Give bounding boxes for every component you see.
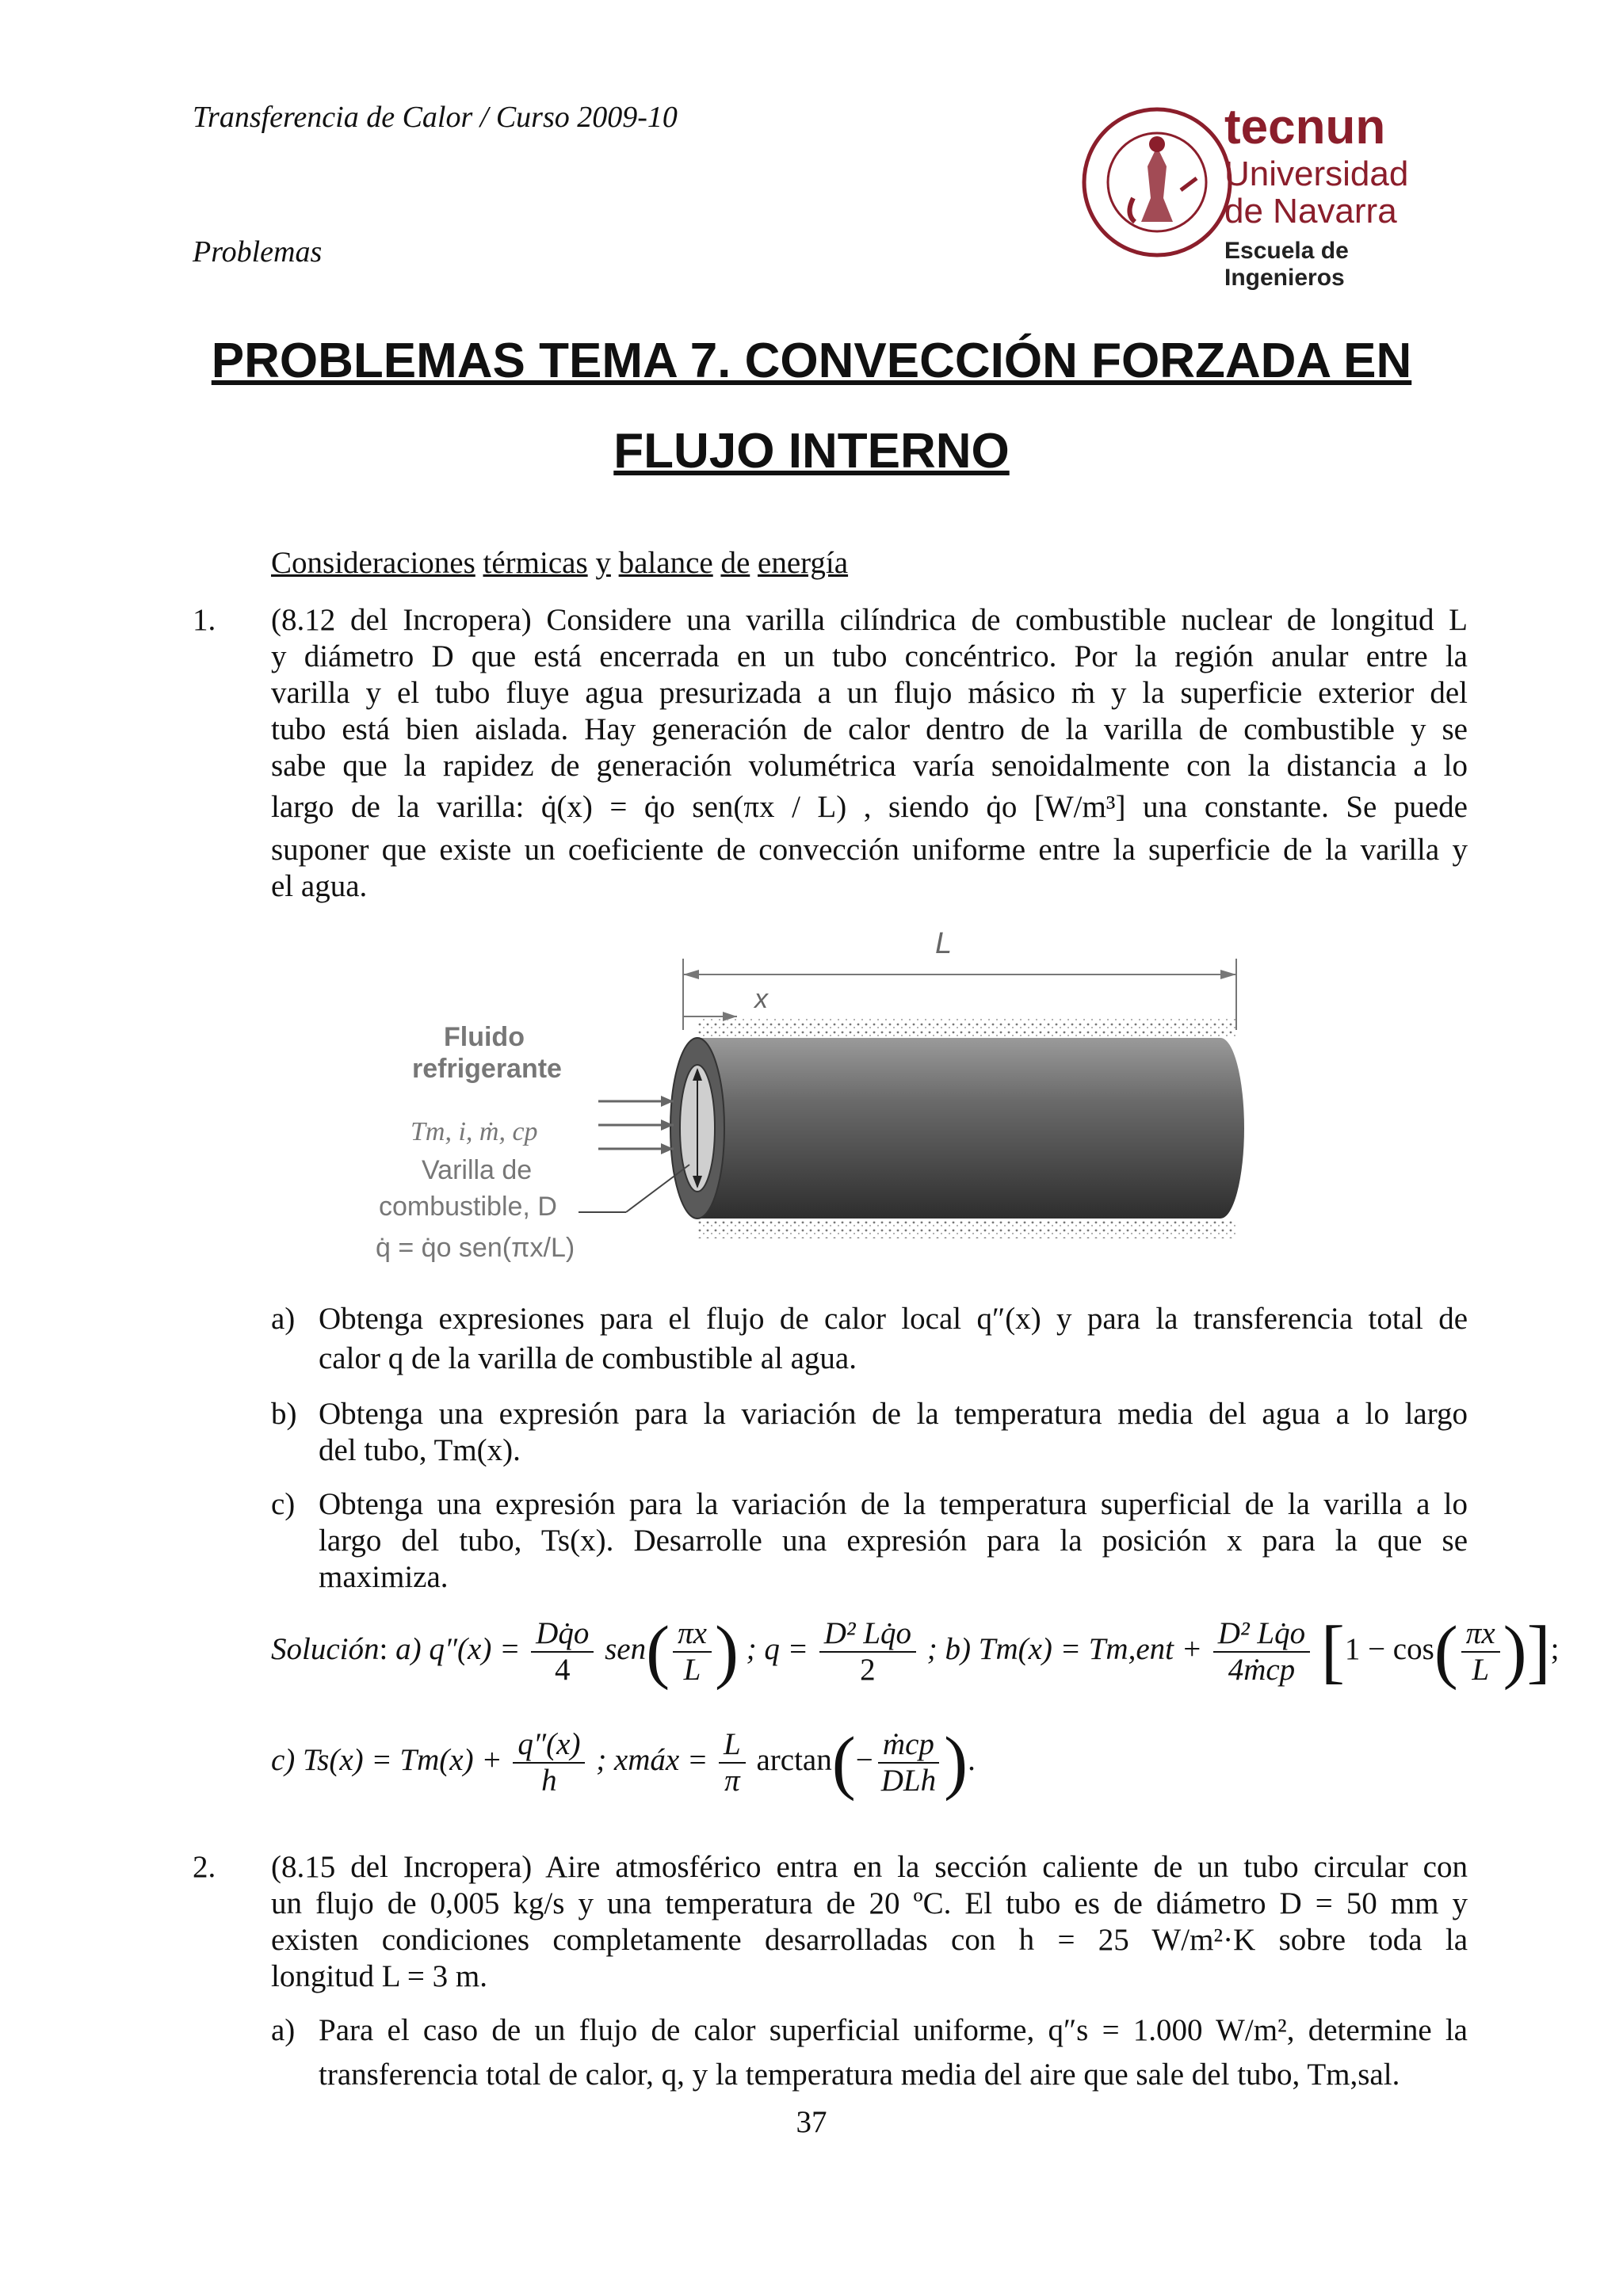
text-line: largo de la varilla: q̇(x) = q̇o sen(πx / L) , siendo q̇o [W/m³] una constante. Se puede — [271, 790, 1468, 824]
text-line: Para el caso de un flujo de calor superficial uniforme, q″s = 1.000 W/m², determine la — [319, 2013, 1468, 2047]
figure-label-x: x — [754, 984, 768, 1014]
text-line: del tubo, Tm(x). — [319, 1433, 521, 1467]
course-header: Transferencia de Calor / Curso 2009-10 — [193, 101, 678, 134]
sol-a-arg: $\frac{\pi x}{L}$ — [673, 1616, 712, 1688]
text-line: Obtenga una expresión para la variación de la temperatura media del agua a lo largo — [319, 1397, 1468, 1431]
fuel-rod-figure — [372, 927, 1260, 1291]
text-line: longitud L = 3 m. — [271, 1959, 487, 1993]
text-line: transferencia total de calor, q, y la temperatura media del aire que sale del tubo, Tm,sal. — [319, 2058, 1400, 2092]
page-title-line2: FLUJO INTERNO — [613, 424, 1010, 479]
problem1-text — [271, 602, 1468, 905]
text-line: largo del tubo, Ts(x). Desarrolle una expresión para la posición x para la que se — [319, 1524, 1468, 1558]
part-label: c) — [271, 1487, 296, 1521]
sol-a-lhs: a) q″(x) = — [395, 1631, 521, 1666]
text-line: el agua. — [271, 869, 368, 903]
university-logo — [1078, 95, 1474, 291]
sol-b-lhs: ; b) Tm(x) = Tm,ent + — [926, 1631, 1203, 1666]
section-header: Problemas — [193, 235, 323, 269]
sol-a-frac: $\frac{Dq̇o}{4}$ — [531, 1616, 594, 1688]
sol-c-end: . — [968, 1742, 976, 1777]
part-text — [319, 1486, 1468, 1596]
text-line: Obtenga expresiones para el flujo de calor local q″(x) y para la transferencia total de — [319, 1302, 1468, 1336]
subheading-word: balance — [618, 546, 713, 580]
part-label: b) — [271, 1397, 297, 1431]
sol-b-frac: $\frac{\text{D² Lq̇o}}{\text{4ṁcp}}$ — [1213, 1616, 1310, 1688]
text-line: y diámetro D que está encerrada en un tubo concéntrico. Por la región anular entre la — [271, 639, 1468, 673]
subheading-word: energía — [758, 546, 849, 580]
problem-number: 2. — [193, 1850, 216, 1884]
page-title-line1: PROBLEMAS TEMA 7. CONVECCIÓN FORZADA EN — [211, 334, 1412, 388]
text-line: calor q de la varilla de combustible al agua. — [319, 1341, 857, 1375]
figure-label-L: L — [935, 927, 953, 960]
text-line: sabe que la rapidez de generación volumétrica varía senoidalmente con la distancia a lo — [271, 749, 1468, 783]
sol-c-lhs: c) Ts(x) = Tm(x) + — [271, 1742, 502, 1777]
part-label: a) — [271, 1302, 296, 1336]
figure-rod-line2: combustible, D — [379, 1192, 557, 1222]
part-text — [319, 1396, 1468, 1469]
part-label: a) — [271, 2013, 296, 2047]
figure-generation: q̇ = q̇o sen(πx/L) — [376, 1233, 575, 1263]
subheading — [271, 545, 848, 582]
sol-q-lhs: ; q = — [746, 1631, 808, 1666]
figure-rod-line1: Varilla de — [422, 1155, 533, 1185]
sol-q-frac: $\frac{\text{D² Lq̇o}}{2}$ — [819, 1616, 916, 1688]
part-text — [319, 1301, 1468, 1377]
sol-c-mid: ; xmáx = — [596, 1742, 708, 1777]
figure-fluid-line2: refrigerante — [412, 1054, 562, 1084]
part-text — [319, 2012, 1468, 2093]
problem-number: 1. — [193, 603, 216, 637]
page-number: 37 — [796, 2105, 827, 2139]
text-line: (8.15 del Incropera) Aire atmosférico entra en la sección caliente de un tubo circular con — [271, 1850, 1468, 1884]
sol-c-l-frac: $\frac{L}{\pi}$ — [719, 1727, 746, 1798]
sol-c-fn: arctan — [756, 1742, 832, 1777]
figure-fluid-line1: Fluido — [444, 1022, 525, 1052]
text-line: varilla y el tubo fluye agua presurizada a un flujo másico ṁ y la superficie exterior del — [271, 676, 1468, 710]
text-line: Obtenga una expresión para la variación de la temperatura superficial de la varilla a lo — [319, 1487, 1468, 1521]
sol-a-fn: sen — [605, 1631, 647, 1666]
figure-props: Tm, i, ṁ, cp — [411, 1117, 538, 1146]
text-line: existen condiciones completamente desarrolladas con h = 25 W/m²·K sobre toda la — [271, 1923, 1468, 1957]
logo-line3: Escuela de Ingenieros — [1224, 238, 1349, 291]
sol-c-arg: $\frac{\text{ṁcp}}{\text{DLh}}$ — [876, 1727, 941, 1798]
solution-label: Solución — [271, 1631, 380, 1666]
solution-line2: c) Ts(x) = Tm(x) + $\frac{q''(x)}{h}$ ; xmáx = $\frac{L}{\pi}$ arctan(− $\frac{\text{ṁcp}}{\text{DLh}}$ ). — [271, 1723, 976, 1802]
university-seal-icon — [1078, 103, 1236, 261]
sol-b-end: ; — [1550, 1631, 1560, 1666]
sol-c-frac: $\frac{q''(x)}{h}$ — [513, 1727, 585, 1798]
text-line: (8.12 del Incropera) Considere una varilla cilíndrica de combustible nuclear de longitud L — [271, 603, 1468, 637]
sol-c-minus: − — [855, 1742, 873, 1777]
logo-line1: Universidad — [1224, 154, 1409, 193]
logo-line2: de Navarra — [1224, 192, 1397, 231]
text-line: un flujo de 0,005 kg/s y una temperatura de 20 ºC. El tubo es de diámetro D = 50 mm y — [271, 1886, 1468, 1920]
logo-brand: tecnun — [1224, 100, 1386, 154]
subheading-word: de — [720, 546, 750, 580]
text-line: tubo está bien aislada. Hay generación de calor dentro de la varilla de combustible y se — [271, 712, 1468, 746]
subheading-word: Consideraciones — [271, 546, 475, 580]
problem2-text — [271, 1849, 1468, 1995]
text-line: suponer que existe un coeficiente de convección uniforme entre la superficie de la varilla y — [271, 833, 1468, 867]
text-line: maximiza. — [319, 1560, 449, 1594]
subheading-word: térmicas — [483, 546, 588, 580]
sol-b-arg: $\frac{\pi x}{L}$ — [1461, 1616, 1500, 1688]
subheading-word: y — [595, 546, 611, 580]
solution-line1: Solución: a) q″(x) = $\frac{Dq̇o}{4}$ sen( $\frac{\pi x}{L}$ ) ; q = $\frac{\text{D² Lq̇o}}{2}$ ; b) Tm(x) = Tm,ent + $\frac{\text{D² Lq̇o}}{\text{4ṁcp}}$ [1 − cos( $\frac{\pi x}{L}$ )]; — [271, 1612, 1560, 1691]
sol-b-bracket: 1 − cos — [1344, 1631, 1434, 1666]
